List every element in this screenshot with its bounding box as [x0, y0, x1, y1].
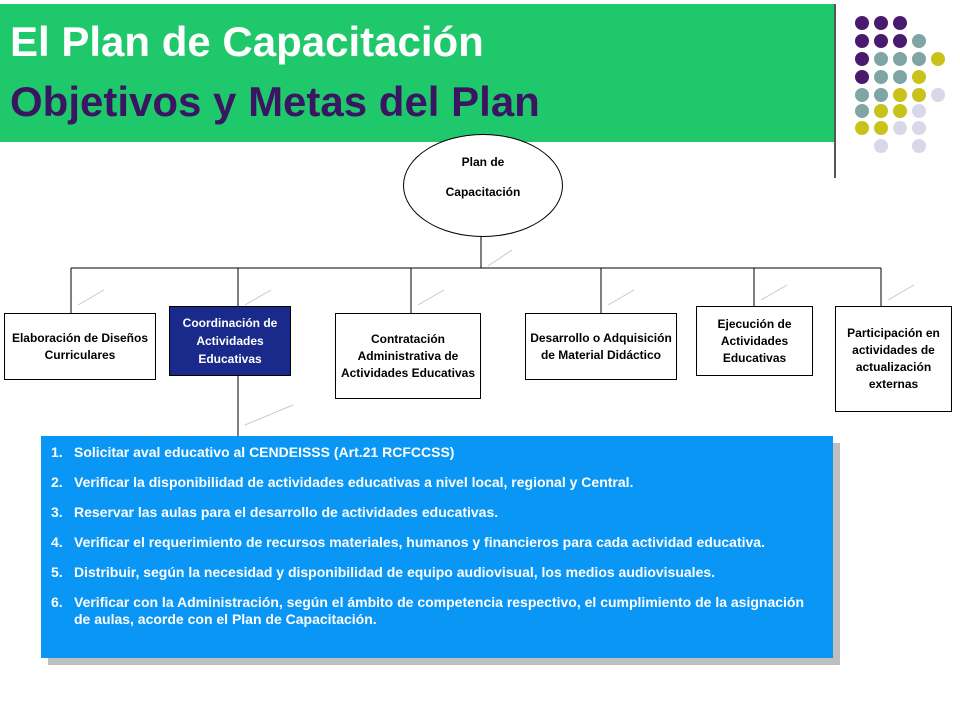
- objective-number: 5.: [51, 564, 63, 580]
- branch-node-coordinacion-highlighted: Coordinación de Actividades Educativas: [169, 306, 291, 376]
- branch-node-diseno-curricular: Elaboración de Diseños Curriculares: [4, 313, 156, 380]
- objective-number: 1.: [51, 444, 63, 460]
- objective-item: [51, 444, 821, 461]
- objective-text: Verificar el requerimiento de recursos materiales, humanos y financieros para cada actividad educativa.: [74, 534, 765, 550]
- objectives-box: [41, 436, 833, 658]
- connector-shadow: [245, 290, 271, 305]
- connector-shadow: [761, 285, 787, 300]
- objective-item: [51, 534, 821, 551]
- objective-item: [51, 504, 821, 521]
- root-label-line2: Capacitación: [445, 185, 521, 199]
- objective-text: Verificar la disponibilidad de actividades educativas a nivel local, regional y Central.: [74, 474, 634, 490]
- objective-number: 6.: [51, 594, 63, 610]
- objective-number: 3.: [51, 504, 63, 520]
- connector-shadow: [888, 285, 914, 300]
- branch-node-ejecucion: Ejecución de Actividades Educativas: [696, 306, 813, 376]
- connector-shadow: [488, 250, 512, 266]
- objective-text: Reservar las aulas para el desarrollo de actividades educativas.: [74, 504, 499, 520]
- objective-text: Verificar con la Administración, según el ámbito de competencia respectivo, el cumplimiento de la asignación de aulas, acorde con el Plan de Capacitación.: [74, 594, 805, 627]
- objective-item: [51, 474, 821, 491]
- page-title: El Plan de Capacitación: [10, 18, 484, 65]
- connector-shadow: [78, 290, 104, 305]
- objective-item: [51, 564, 821, 581]
- branch-node-material-didactico: Desarrollo o Adquisición de Material Didáctico: [525, 313, 677, 380]
- connector-shadow: [245, 405, 293, 425]
- objective-text: Solicitar aval educativo al CENDEISSS (Art.21 RCFCCSS): [74, 444, 455, 460]
- connector-shadow: [418, 290, 444, 305]
- connector-shadow: [608, 290, 634, 305]
- objective-number: 2.: [51, 474, 63, 490]
- objective-number: 4.: [51, 534, 63, 550]
- root-label-line1: Plan de: [461, 155, 505, 169]
- objective-item: [51, 594, 821, 628]
- page-subtitle: Objetivos y Metas del Plan: [10, 78, 540, 125]
- root-node-plan-capacitacion: [403, 134, 563, 237]
- branch-node-contratacion: Contratación Administrativa de Actividades Educativas: [335, 313, 481, 399]
- branch-node-participacion: Participación en actividades de actualización externas: [835, 306, 952, 412]
- objective-text: Distribuir, según la necesidad y disponibilidad de equipo audiovisual, los medios audiovisuales.: [74, 564, 716, 580]
